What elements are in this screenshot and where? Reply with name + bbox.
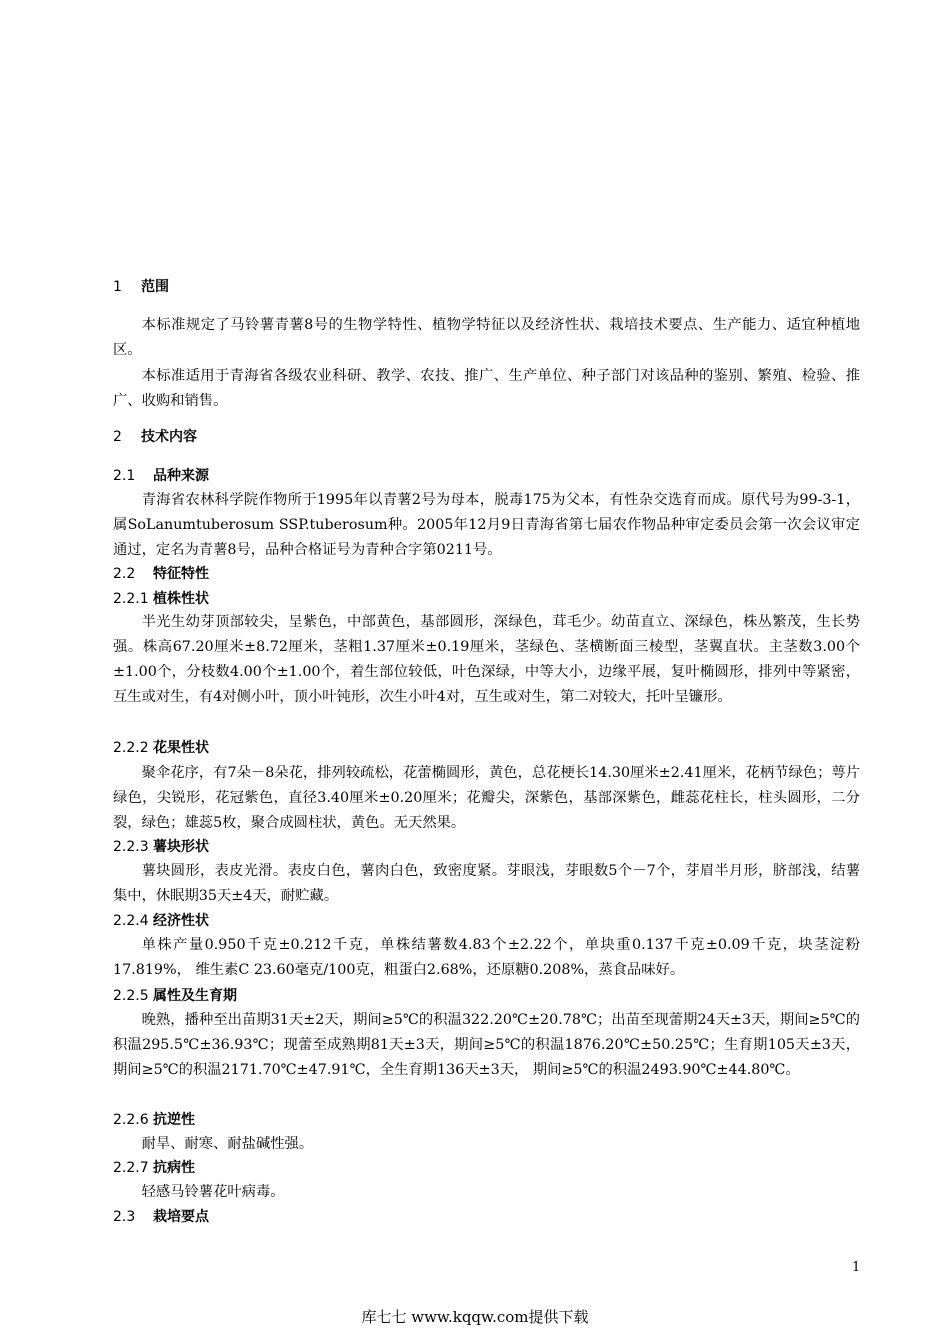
subsection-heading-plant <box>113 589 209 609</box>
paragraph-plant: 半光生幼芽顶部较尖，呈紫色，中部黄色，基部圆形，深绿色，茸毛少。幼苗直立、深绿色，株丛繁茂，生长势强。株高67.20厘米±8.72厘米，茎粗1.37厘米±0.19厘米，茎绿色、茎横断面三棱型，茎翼直状。主茎数3.00个±1.00个，分枝数4.00个±1.00个，着生部位较低，叶色深绿，中等大小，边缘平展，复叶椭圆形，排列中等紧密，互生或对生，有4对侧小叶，顶小叶钝形，次生小叶4对，互生或对生，第二对较大，托叶呈镰形。 <box>113 614 860 705</box>
subsection-number: 2.2.2 <box>113 740 149 756</box>
subsection-title: 特征特性 <box>153 566 209 582</box>
section-number: 2 <box>113 429 122 445</box>
subsection-heading-flower <box>113 738 209 758</box>
subsection-title: 薯块形状 <box>153 839 209 855</box>
subsection-number: 2.3 <box>113 1209 136 1225</box>
subsection-heading-growth <box>113 986 237 1006</box>
subsection-number: 2.2 <box>113 566 136 582</box>
subsection-title: 花果性状 <box>153 740 209 756</box>
paragraph-growth: 晚熟，播种至出苗期31天±2天，期间≥5℃的积温322.20℃±20.78℃；出苗至现蕾期24天±3天，期间≥5℃的积温295.5℃±36.93℃；现蕾至成熟期81天±3天，期间≥5℃的积温1876.20℃±50.25℃；生育期105天±3天，期间≥5℃的积温2171.70℃±47.91℃，全生育期136天±3天， 期间≥5℃的积温2493.90℃±44.80℃。 <box>113 1012 860 1078</box>
subsection-title: 经济性状 <box>153 913 209 929</box>
subsection-number: 2.2.7 <box>113 1160 149 1176</box>
subsection-heading-origin <box>113 466 209 486</box>
subsection-heading-characteristics <box>113 564 209 584</box>
paragraph-economy: 单株产量0.950千克±0.212千克，单株结薯数4.83个±2.22个，单块重0.137千克±0.09千克，块茎淀粉17.819%， 维生素C 23.60毫克/100克，粗蛋白2.68%，还原糖0.208%，蒸食品味好。 <box>113 937 860 978</box>
subsection-number: 2.1 <box>113 468 136 484</box>
page-number: 1 <box>852 1260 861 1275</box>
download-footer: 库七七 www.kqqw.com提供下载 <box>361 1308 589 1326</box>
subsection-title: 品种来源 <box>153 468 209 484</box>
section-heading-scope <box>113 277 169 297</box>
section-heading-technical-content <box>113 427 197 447</box>
subsection-number: 2.2.6 <box>113 1112 149 1128</box>
paragraph-tuber: 薯块圆形，表皮光滑。表皮白色，薯肉白色，致密度紧。芽眼浅，芽眼数5个－7个，芽眉半月形，脐部浅，结薯集中，休眠期35天±4天，耐贮藏。 <box>113 863 860 904</box>
subsection-number: 2.2.1 <box>113 591 149 607</box>
paragraph-origin: 青海省农林科学院作物所于1995年以青薯2号为母本，脱毒175为父本，有性杂交选育而成。原代号为99-3-1，属SoLanumtuberosum SSP.tuberosum种。2005年12月9日青海省第七届农作物品种审定委员会第一次会议审定通过，定名为青薯8号，品种合格证号为青种合字第0211号。 <box>113 492 860 558</box>
subsection-title: 抗逆性 <box>153 1112 195 1128</box>
subsection-heading-tuber <box>113 837 209 857</box>
subsection-number: 2.2.5 <box>113 988 149 1004</box>
subsection-heading-disease <box>113 1158 195 1178</box>
subsection-heading-economy <box>113 911 209 931</box>
paragraph-disease: 轻感马铃薯花叶病毒。 <box>141 1184 285 1200</box>
subsection-title: 植株性状 <box>153 591 209 607</box>
paragraph-scope-2: 本标准适用于青海省各级农业科研、教学、农技、推广、生产单位、种子部门对该品种的鉴别、繁殖、检验、推广、收购和销售。 <box>113 368 860 409</box>
subsection-heading-stress <box>113 1110 195 1130</box>
subsection-title: 栽培要点 <box>153 1209 209 1225</box>
subsection-number: 2.2.3 <box>113 839 149 855</box>
section-title: 范围 <box>141 279 169 295</box>
subsection-number: 2.2.4 <box>113 913 149 929</box>
paragraph-scope-1: 本标准规定了马铃薯青薯8号的生物学特性、植物学特征以及经济性状、栽培技术要点、生产能力、适宜种植地区。 <box>113 317 860 358</box>
paragraph-flower: 聚伞花序，有7朵－8朵花，排列较疏松，花蕾椭圆形，黄色，总花梗长14.30厘米±2.41厘米，花柄节绿色；萼片绿色，尖锐形，花冠紫色，直径3.40厘米±0.20厘米；花瓣尖，深紫色，基部深紫色，雌蕊花柱长，柱头圆形，二分裂，绿色；雄蕊5枚，聚合成圆柱状，黄色。无天然果。 <box>113 765 860 831</box>
subsection-title: 抗病性 <box>153 1160 195 1176</box>
subsection-title: 属性及生育期 <box>153 988 237 1004</box>
section-title: 技术内容 <box>141 429 197 445</box>
subsection-heading-cultivation <box>113 1207 209 1227</box>
section-number: 1 <box>113 279 122 295</box>
paragraph-stress: 耐旱、耐寒、耐盐碱性强。 <box>141 1136 314 1152</box>
